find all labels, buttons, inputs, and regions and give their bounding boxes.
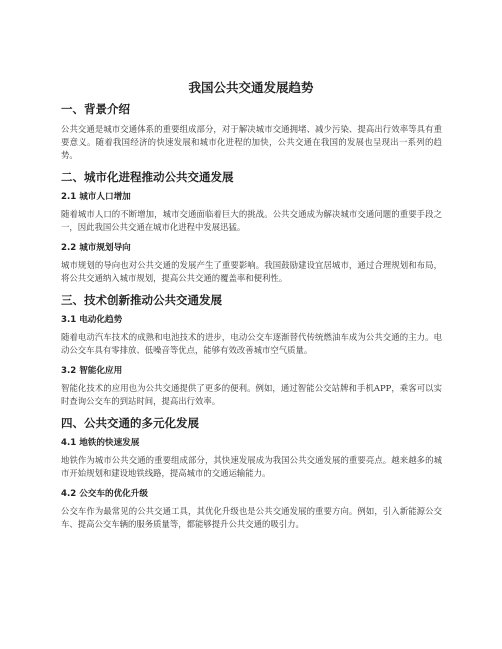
section-heading: 一、背景介绍 bbox=[61, 102, 130, 116]
document-title: 我国公共交通发展趋势 bbox=[188, 80, 314, 95]
section-heading: 三、技术创新推动公共交通发展 bbox=[61, 293, 222, 307]
document-body bbox=[61, 102, 442, 539]
subsection-paragraph: 随着电动汽车技术的成熟和电池技术的进步，电动公交车逐渐替代传统燃油车成为公共交通的主力。电动公交车具有零排放、低噪音等优点，能够有效改善城市空气质量。 bbox=[61, 332, 442, 355]
subsection-electrification bbox=[61, 314, 442, 357]
section-technology bbox=[61, 293, 442, 408]
subsection-heading: 4.1 地铁的快速发展 bbox=[61, 438, 140, 448]
section-heading: 四、公共交通的多元化发展 bbox=[61, 416, 199, 430]
subsection-metro bbox=[61, 437, 442, 480]
subsection-paragraph: 随着城市人口的不断增加，城市交通面临着巨大的挑战。公共交通成为解决城市交通问题的重要手段之一，因此我国公共交通在城市化进程中发展迅猛。 bbox=[61, 209, 442, 232]
subsection-paragraph: 智能化技术的应用也为公共交通提供了更多的便利。例如，通过智能公交站牌和手机APP，乘客可以实时查询公交车的到站时间，提高出行效率。 bbox=[61, 383, 442, 406]
subsection-planning bbox=[61, 242, 442, 285]
subsection-population bbox=[61, 191, 442, 234]
subsection-heading: 4.2 公交车的优化升级 bbox=[61, 489, 148, 499]
section-background bbox=[61, 102, 442, 162]
section-diversification bbox=[61, 416, 442, 531]
subsection-heading: 3.1 电动化趋势 bbox=[61, 315, 123, 325]
subsection-heading: 3.2 智能化应用 bbox=[61, 366, 123, 376]
subsection-paragraph: 地铁作为城市公共交通的重要组成部分，其快速发展成为我国公共交通发展的重要亮点。越来越多的城市开始规划和建设地铁线路，提高城市的交通运输能力。 bbox=[61, 455, 442, 478]
subsection-bus-upgrade bbox=[61, 488, 442, 531]
subsection-heading: 2.2 城市规划导向 bbox=[61, 243, 131, 253]
section-paragraph: 公共交通是城市交通体系的重要组成部分，对于解决城市交通拥堵、减少污染、提高出行效率等具有重要意义。随着我国经济的快速发展和城市化进程的加快，公共交通在我国的发展也呈现出一系列的趋势。 bbox=[61, 124, 442, 160]
subsection-paragraph: 城市规划的导向也对公共交通的发展产生了重要影响。我国鼓励建设宜居城市，通过合理规划和布局，将公共交通纳入城市规划，提高公共交通的覆盖率和便利性。 bbox=[61, 260, 442, 283]
subsection-heading: 2.1 城市人口增加 bbox=[61, 192, 131, 202]
section-heading: 二、城市化进程推动公共交通发展 bbox=[61, 170, 234, 184]
subsection-paragraph: 公交车作为最常见的公共交通工具，其优化升级也是公共交通发展的重要方向。例如，引入新能源公交车、提高公交车辆的服务质量等，都能够提升公共交通的吸引力。 bbox=[61, 506, 442, 529]
section-urbanization bbox=[61, 170, 442, 285]
subsection-intelligence bbox=[61, 365, 442, 408]
